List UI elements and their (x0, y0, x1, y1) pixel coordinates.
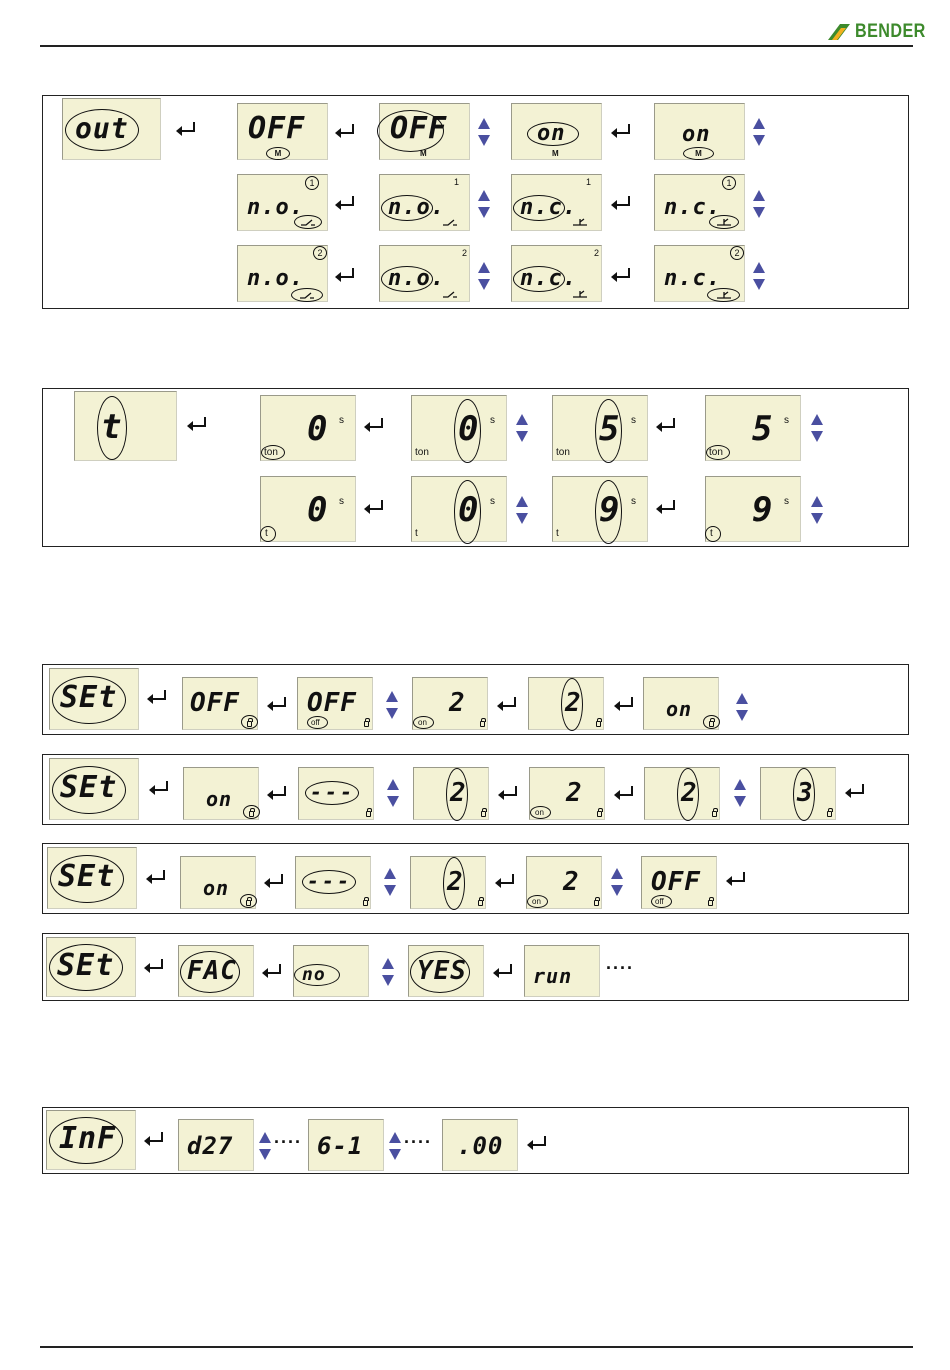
contact-nc-icon (572, 218, 588, 226)
lock-icon (366, 811, 371, 817)
unit-seconds: s (784, 496, 789, 507)
lcd-set1-1 (182, 677, 258, 730)
lcd-set1-4 (528, 677, 604, 730)
unit-seconds: s (784, 415, 789, 426)
param-label: ton (415, 447, 429, 458)
lcd-text: n.c. (520, 266, 577, 291)
lcd-inf-1 (178, 1119, 254, 1171)
unit-seconds: s (631, 496, 636, 507)
return-arrow-icon (496, 784, 520, 802)
return-arrow-icon (362, 498, 386, 516)
lcd-out-r2-4 (654, 174, 745, 231)
return-arrow-icon (333, 122, 357, 140)
lcd-text: SEt (60, 770, 118, 805)
contact-no-icon (442, 218, 458, 226)
lock-icon (594, 900, 599, 906)
lcd-out-r1-3 (511, 103, 602, 160)
up-down-arrow-icon (477, 189, 491, 219)
return-arrow-icon (185, 415, 209, 433)
lcd-out-r3-1 (237, 245, 328, 302)
continuation-dots: .... (274, 1127, 303, 1147)
lcd-set4-2 (293, 945, 369, 997)
lcd-text: OFF (651, 867, 701, 897)
mode-tag: M (552, 149, 559, 158)
up-down-arrow-icon (477, 117, 491, 147)
lcd-set2-1 (183, 767, 259, 820)
lcd-text: n.o. (388, 266, 445, 291)
up-down-arrow-icon (752, 261, 766, 291)
return-arrow-icon (654, 416, 678, 434)
header-rule (40, 45, 913, 47)
return-arrow-icon (144, 868, 168, 886)
unit-seconds: s (339, 415, 344, 426)
lcd-text: 5 (599, 409, 621, 449)
relay-number: 1 (454, 177, 460, 187)
contact-nc-icon (572, 290, 588, 298)
lcd-set2-2 (298, 767, 374, 820)
lcd-text: 0 (307, 409, 329, 449)
lcd-set1-2 (297, 677, 373, 730)
return-arrow-icon (491, 962, 515, 980)
selection-ellipse (260, 526, 276, 542)
lock-icon (712, 811, 717, 817)
relay-number-circled: 2 (730, 246, 744, 260)
param-label: t (415, 528, 418, 539)
lock-icon (708, 900, 713, 906)
lock-icon (247, 721, 252, 727)
return-arrow-icon (142, 1130, 166, 1148)
unit-seconds: s (631, 415, 636, 426)
lcd-set4-3 (408, 945, 484, 997)
lcd-text: run (533, 964, 573, 988)
lock-icon (709, 721, 714, 727)
up-down-arrow-icon (515, 495, 529, 525)
lcd-text: 2 (450, 778, 467, 808)
up-down-arrow-icon (383, 867, 397, 897)
lcd-out-r1-4 (654, 103, 745, 160)
lcd-text: 6-1 (317, 1132, 364, 1160)
return-arrow-icon (612, 695, 636, 713)
return-arrow-icon (612, 784, 636, 802)
contact-no-icon (442, 290, 458, 298)
lcd-text: d27 (187, 1132, 234, 1160)
up-down-arrow-icon (385, 690, 399, 720)
param-label: ton (556, 447, 570, 458)
relay-number: 1 (586, 177, 592, 187)
lcd-text: 2 (449, 688, 466, 718)
return-arrow-icon (147, 779, 171, 797)
lcd-out-r2-3 (511, 174, 602, 231)
return-arrow-icon (174, 120, 198, 138)
lock-icon (481, 811, 486, 817)
unit-seconds: s (490, 415, 495, 426)
lock-icon (249, 811, 254, 817)
lcd-t-4 (705, 476, 801, 542)
continuation-dots: .... (404, 1127, 433, 1147)
out-menu-panel (42, 95, 909, 309)
mode-tag: M (420, 149, 427, 158)
footer-rule (40, 1346, 913, 1348)
mode-tag: M (683, 147, 714, 160)
lcd-out-r2-1 (237, 174, 328, 231)
return-arrow-icon (843, 782, 867, 800)
up-down-arrow-icon (477, 261, 491, 291)
up-down-arrow-icon (258, 1131, 272, 1161)
lcd-text: --- (307, 869, 353, 893)
lcd-set2-3 (413, 767, 489, 820)
return-arrow-icon (724, 870, 748, 888)
lock-icon (478, 900, 483, 906)
lcd-text: n.c. (664, 195, 721, 220)
mode-tag: M (266, 147, 290, 160)
selection-ellipse (705, 526, 721, 542)
lcd-text: FAC (187, 956, 237, 986)
lcd-text: on (206, 787, 233, 811)
lcd-out-r3-2 (379, 245, 470, 302)
lock-icon (596, 721, 601, 727)
lcd-set3-5 (641, 856, 717, 909)
lcd-set3-3 (410, 856, 486, 909)
return-arrow-icon (609, 122, 633, 140)
lcd-out-r3-4 (654, 245, 745, 302)
lock-icon (246, 900, 251, 906)
lcd-text: no (302, 964, 326, 985)
return-arrow-icon (145, 688, 169, 706)
up-down-arrow-icon (752, 117, 766, 147)
lock-icon (364, 721, 369, 727)
lcd-ton-4 (705, 395, 801, 461)
up-down-arrow-icon (386, 778, 400, 808)
lcd-text: 2 (447, 867, 464, 897)
unit-seconds: s (490, 496, 495, 507)
lcd-text: n.o. (388, 195, 445, 220)
state-tag: off (655, 897, 664, 906)
lcd-text: OFF (190, 688, 240, 718)
param-label: t (556, 528, 559, 539)
lcd-text: n.o. (247, 195, 304, 220)
lcd-text: t (101, 407, 123, 447)
relay-number-circled: 1 (722, 176, 736, 190)
up-down-arrow-icon (733, 778, 747, 808)
contact-nc-icon (716, 291, 732, 299)
lock-icon (480, 721, 485, 727)
lcd-text: SEt (58, 859, 116, 894)
return-arrow-icon (654, 498, 678, 516)
lcd-ton-1 (260, 395, 356, 461)
lcd-text: on (666, 697, 693, 721)
lcd-text: 0 (458, 409, 480, 449)
contact-no-icon (299, 291, 315, 299)
contact-no-icon (300, 218, 316, 226)
lcd-inf-2 (308, 1119, 384, 1171)
param-label: ton (709, 447, 723, 458)
up-down-arrow-icon (515, 413, 529, 443)
return-arrow-icon (333, 266, 357, 284)
lcd-set-menu (46, 937, 136, 997)
relay-number: 2 (594, 248, 600, 258)
lcd-out-r1-1 (237, 103, 328, 160)
lcd-text: 0 (458, 490, 480, 530)
lcd-out-menu (62, 98, 161, 160)
lcd-set2-5 (644, 767, 720, 820)
lcd-text: SEt (60, 680, 118, 715)
lcd-out-r1-2 (379, 103, 470, 160)
lcd-set4-4 (524, 945, 600, 997)
brand-name: BENDER (855, 21, 926, 42)
lcd-set3-1 (180, 856, 256, 909)
lcd-text: OFF (390, 111, 448, 146)
up-down-arrow-icon (610, 867, 624, 897)
lcd-ton-2 (411, 395, 507, 461)
lcd-set3-2 (295, 856, 371, 909)
lcd-text: 0 (307, 490, 329, 530)
contact-nc-icon (716, 218, 732, 226)
param-label: ton (264, 447, 278, 458)
lcd-text: SEt (57, 948, 115, 983)
up-down-arrow-icon (752, 189, 766, 219)
relay-number-circled: 2 (313, 246, 327, 260)
bender-logo (826, 20, 938, 44)
lcd-text: 9 (599, 490, 621, 530)
up-down-arrow-icon (388, 1131, 402, 1161)
bender-logo-icon (826, 22, 852, 42)
lcd-inf-3 (442, 1119, 518, 1171)
relay-number-circled: 1 (305, 176, 319, 190)
lcd-text: on (537, 121, 566, 146)
return-arrow-icon (495, 695, 519, 713)
up-down-arrow-icon (381, 957, 395, 987)
lock-icon (827, 811, 832, 817)
continuation-dots: .... (606, 953, 635, 973)
lcd-text: on (682, 122, 711, 147)
lock-icon (597, 811, 602, 817)
return-arrow-icon (142, 957, 166, 975)
lcd-set-menu (49, 668, 139, 730)
lcd-set-menu (47, 847, 137, 909)
lcd-out-r2-2 (379, 174, 470, 231)
state-tag: on (532, 897, 541, 906)
lcd-text: InF (59, 1121, 117, 1156)
return-arrow-icon (493, 872, 517, 890)
lcd-text: 3 (797, 778, 814, 808)
return-arrow-icon (609, 266, 633, 284)
unit-seconds: s (339, 496, 344, 507)
lcd-text: YES (417, 956, 467, 986)
lcd-text: 2 (563, 867, 580, 897)
return-arrow-icon (525, 1134, 549, 1152)
lcd-text: 5 (752, 409, 774, 449)
state-tag: on (418, 718, 427, 727)
lcd-set4-1 (178, 945, 254, 997)
lcd-text: 9 (752, 490, 774, 530)
lcd-text: 2 (681, 778, 698, 808)
lcd-set2-4 (529, 767, 605, 820)
lcd-t-1 (260, 476, 356, 542)
lcd-set3-4 (526, 856, 602, 909)
return-arrow-icon (265, 784, 289, 802)
lcd-text: 2 (566, 778, 583, 808)
param-label: t (710, 528, 713, 539)
return-arrow-icon (262, 872, 286, 890)
lcd-text: OFF (307, 688, 357, 718)
lcd-set2-6 (760, 767, 836, 820)
return-arrow-icon (265, 695, 289, 713)
lcd-text: .00 (457, 1132, 504, 1160)
lcd-text: n.c. (664, 266, 721, 291)
lcd-t-menu (74, 391, 177, 461)
lcd-text: on (203, 876, 230, 900)
lcd-set-menu (49, 758, 139, 820)
lcd-text: 2 (565, 688, 582, 718)
lcd-t-2 (411, 476, 507, 542)
param-label: t (265, 528, 268, 539)
lcd-out-r3-3 (511, 245, 602, 302)
return-arrow-icon (609, 194, 633, 212)
lcd-ton-3 (552, 395, 648, 461)
lcd-set1-3 (412, 677, 488, 730)
lcd-text: n.c. (520, 195, 577, 220)
lcd-text: n.o. (247, 266, 304, 291)
lcd-inf-menu (46, 1110, 136, 1170)
up-down-arrow-icon (810, 413, 824, 443)
lcd-text: OFF (248, 111, 306, 146)
lcd-t-3 (552, 476, 648, 542)
lcd-text: --- (310, 780, 356, 804)
return-arrow-icon (362, 416, 386, 434)
return-arrow-icon (260, 962, 284, 980)
lcd-set1-5 (643, 677, 719, 730)
relay-number: 2 (462, 248, 468, 258)
up-down-arrow-icon (810, 495, 824, 525)
lcd-text: out (75, 112, 129, 145)
up-down-arrow-icon (735, 692, 749, 722)
lock-icon (363, 900, 368, 906)
state-tag: on (535, 808, 544, 817)
return-arrow-icon (333, 194, 357, 212)
state-tag: off (311, 718, 320, 727)
